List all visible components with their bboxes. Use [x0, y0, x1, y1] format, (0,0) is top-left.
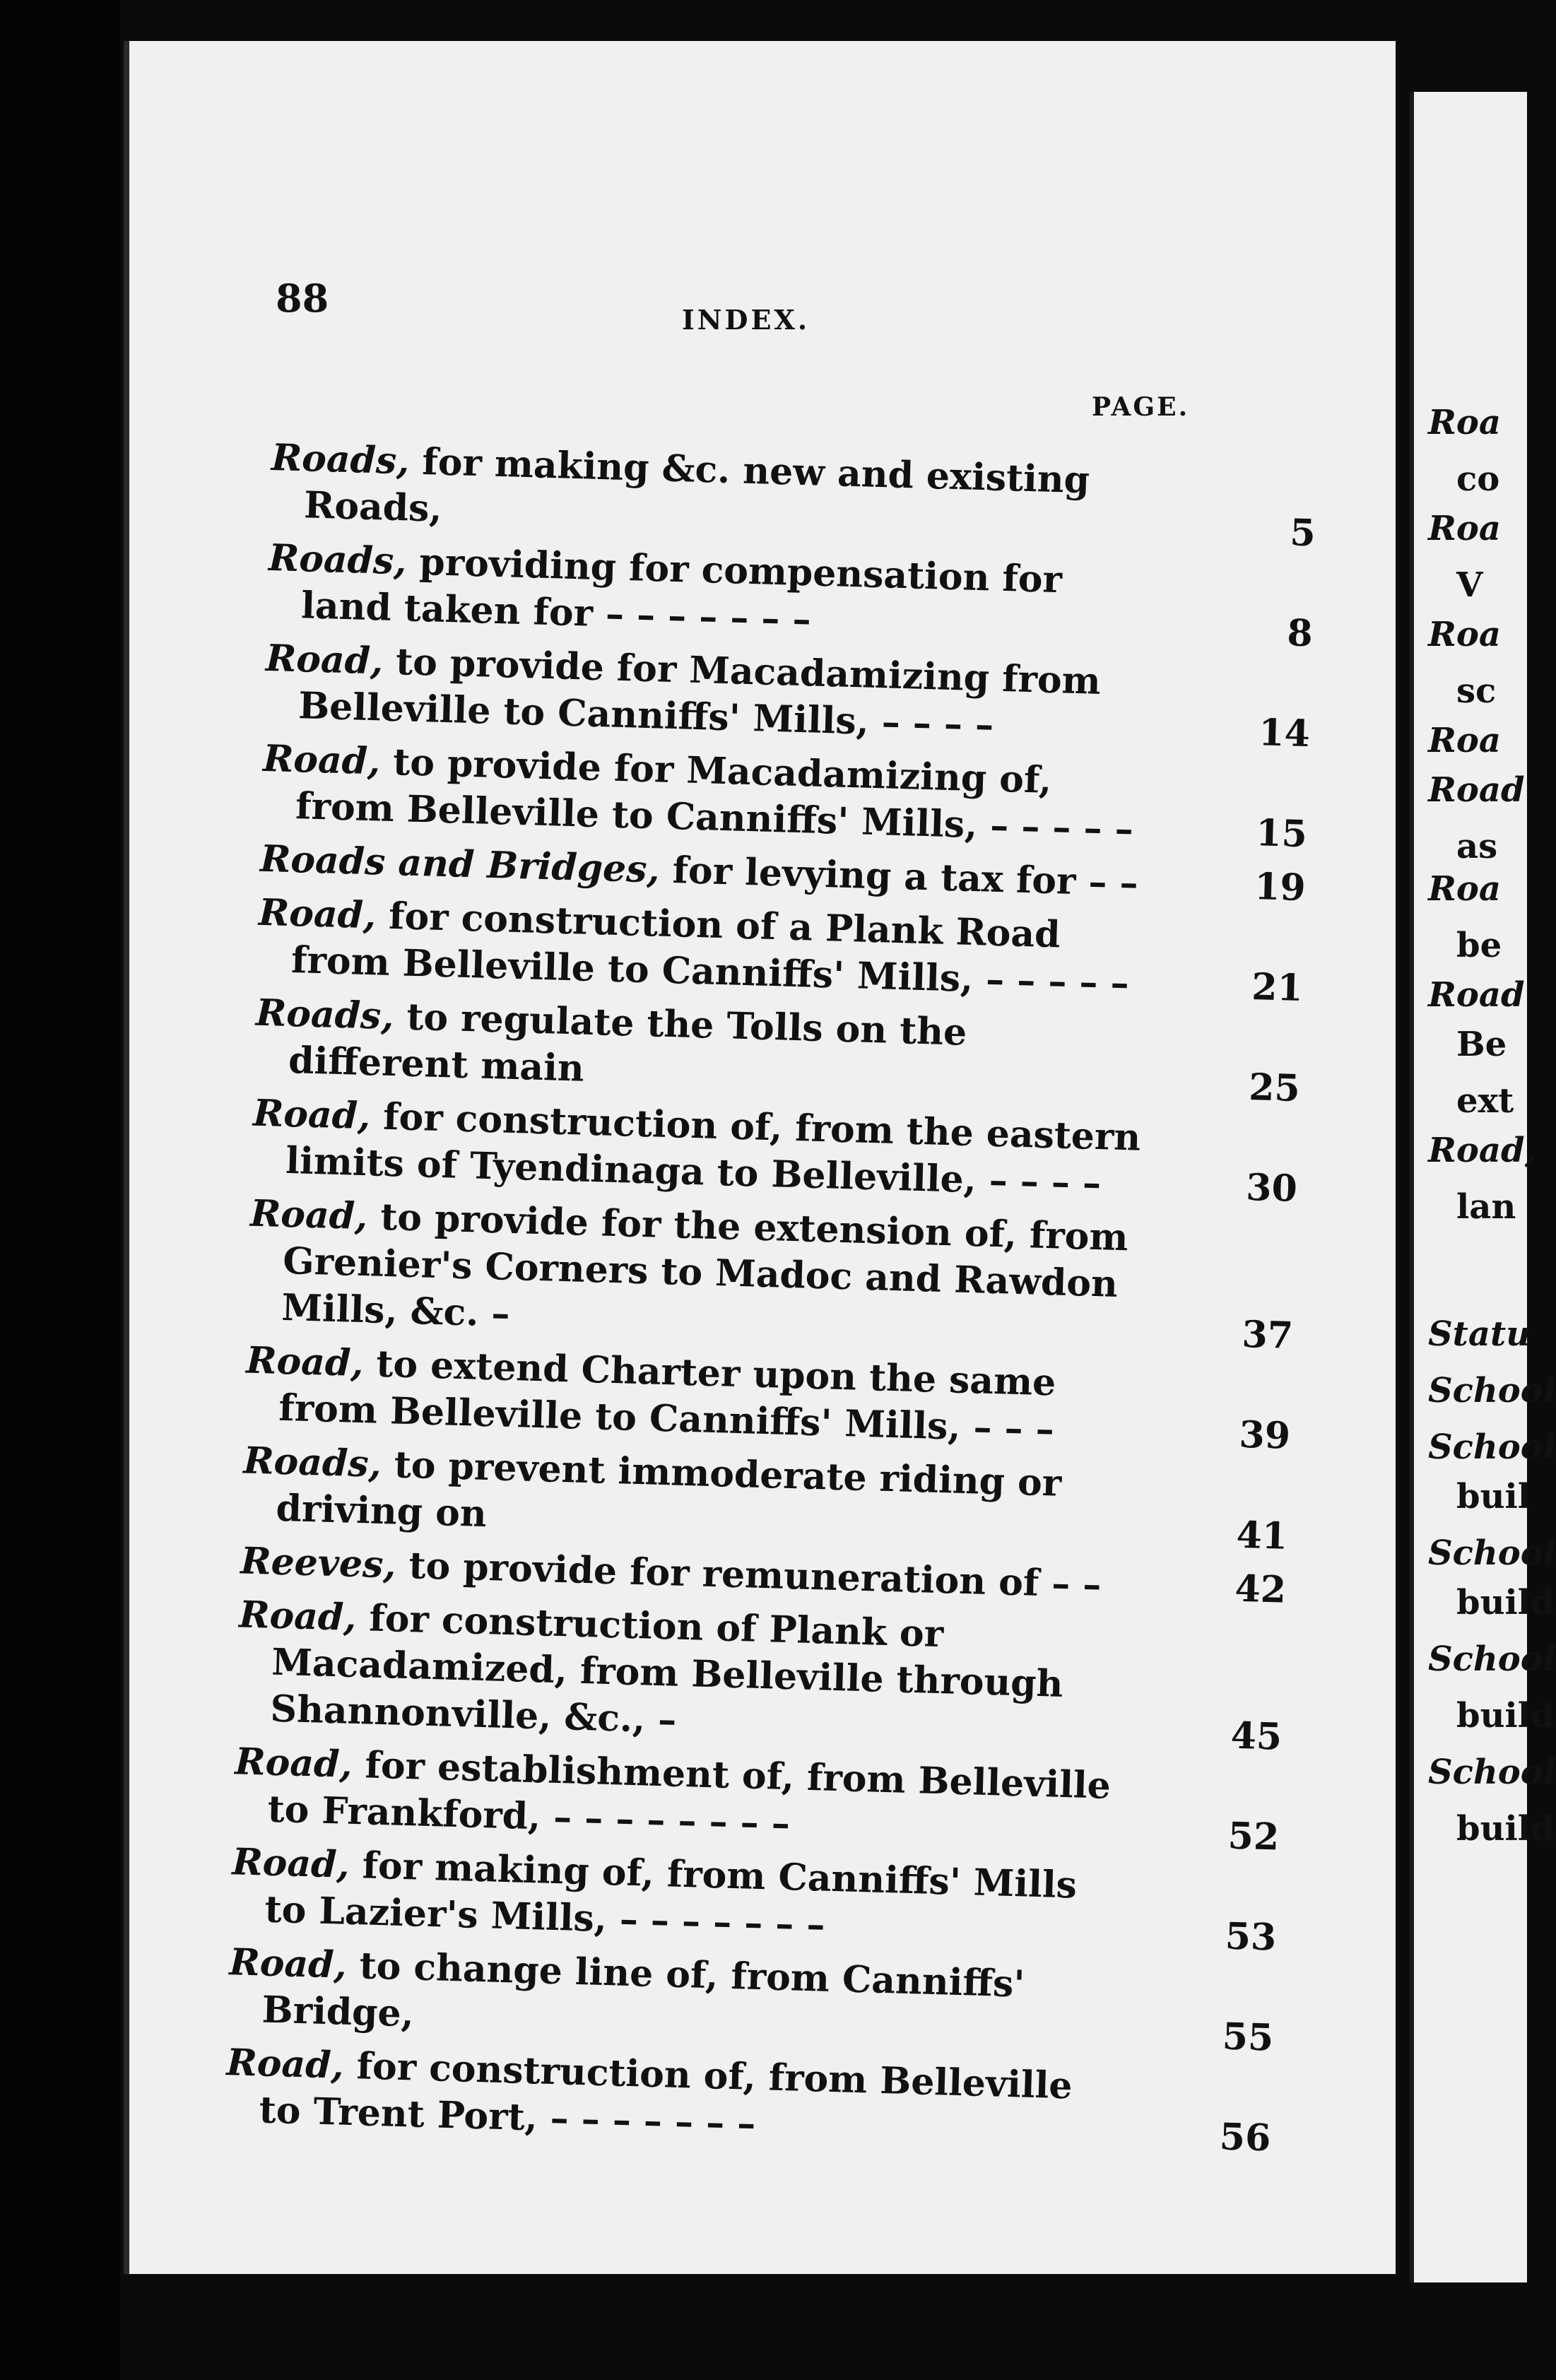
index-entry-text: [264, 635, 1162, 753]
index-entry-description: to extend Charter upon the same from Belleville to Canniffs' Mills, – – –: [278, 1342, 1056, 1451]
index-entry-description: for making &c. new and existing Roads,: [303, 440, 1090, 531]
index-entry-keyword: Roads and Bridges,: [259, 837, 661, 892]
facing-page-fragment: buil: [1456, 1477, 1531, 1516]
facing-page-fragment: Roa: [1428, 869, 1502, 909]
index-list: [225, 435, 1318, 2169]
index-entry-text: [236, 1591, 1136, 1756]
running-head: INDEX.: [682, 304, 811, 336]
index-entry-description: for construction of Plank or Macadamized, from Belleville through Shannonville, &c., –: [269, 1596, 1064, 1742]
index-entry: [225, 2039, 1273, 2162]
index-entry-keyword: Road,: [265, 636, 384, 683]
facing-page-fragment: School: [1428, 1533, 1556, 1573]
index-entry-text: [225, 2039, 1123, 2157]
index-entry-keyword: Reeves,: [240, 1539, 397, 1587]
index-entry-page: 53: [1224, 1914, 1278, 1960]
index-entry-page: 25: [1248, 1065, 1301, 1110]
index-entry-keyword: Road,: [252, 1091, 372, 1138]
facing-page-fragment: Roa: [1428, 403, 1502, 442]
index-entry-keyword: Roads,: [268, 536, 408, 584]
index-entry-page: 41: [1235, 1513, 1288, 1558]
facing-page-fragment: lan: [1456, 1187, 1516, 1227]
index-entry-keyword: Road,: [262, 736, 382, 784]
facing-page-fragment: School: [1428, 1427, 1556, 1467]
index-entry-page: 55: [1222, 2015, 1275, 2060]
index-entry-keyword: Road,: [249, 1191, 369, 1239]
index-entry: [247, 1191, 1297, 1360]
index-entry-description: for construction of, from Belleville to Trent Port, – – – – – – –: [258, 2044, 1073, 2146]
index-entry-text: [247, 1191, 1147, 1355]
index-entry-page: 45: [1230, 1714, 1283, 1759]
page-number: 88: [276, 276, 329, 321]
index-entry-page: 42: [1234, 1567, 1287, 1612]
index-entry-text: [254, 990, 1152, 1108]
index-entry: [236, 1591, 1285, 1760]
index-entry-text: [233, 1738, 1131, 1856]
index-entry-text: [228, 1939, 1126, 2057]
facing-page-fragment: Roa: [1428, 721, 1502, 760]
facing-page-fragment: sc: [1456, 671, 1497, 711]
index-entry-page: 21: [1251, 965, 1304, 1011]
index-entry-keyword: Road,: [234, 1740, 353, 1786]
index-entry-description: to provide for Macadamizing of, from Belleville to Canniffs' Mills, – – – – –: [295, 740, 1134, 852]
index-entry-text: [257, 890, 1155, 1008]
facing-page-fragment: ext: [1456, 1081, 1514, 1121]
index-entry-description: to provide for remuneration of – –: [395, 1543, 1102, 1607]
index-entry-text: [242, 1437, 1140, 1555]
index-entry-page: 15: [1255, 811, 1308, 856]
facing-page-fragment: Road,: [1428, 1131, 1537, 1170]
facing-page-fragment: School: [1428, 1371, 1556, 1410]
index-entry-text: [261, 736, 1159, 854]
index-entry-description: to regulate the Tolls on the different main: [288, 995, 967, 1090]
facing-page-fragment: Road: [1428, 770, 1525, 810]
index-entry-description: for construction of, from the eastern limits of Tyendinaga to Belleville, – – – –: [285, 1095, 1142, 1206]
index-entry-keyword: Roads,: [242, 1439, 382, 1486]
index-entry-text: [230, 1839, 1128, 1957]
index-entry-page: 30: [1245, 1165, 1298, 1210]
facing-page-fragment: build: [1456, 1809, 1555, 1849]
facing-page-fragment: as: [1456, 827, 1498, 866]
index-entry-description: for making of, from Canniffs' Mills to Lazier's Mills, – – – – – – –: [264, 1843, 1078, 1947]
index-entry-text: [244, 1338, 1143, 1456]
index-entry-keyword: Road,: [228, 1940, 348, 1987]
facing-page-fragment: Road: [1428, 975, 1525, 1015]
index-entry-description: to prevent immoderate riding or driving on: [275, 1442, 1063, 1536]
index-entry-text: [266, 535, 1165, 653]
index-entry-page: 14: [1258, 711, 1311, 756]
facing-page-fragment: Roa: [1428, 615, 1502, 654]
page-column-heading: PAGE.: [1092, 392, 1190, 422]
facing-page-fragment: Be: [1456, 1025, 1507, 1064]
index-entry-page: 8: [1286, 611, 1314, 656]
index-entry-description: for construction of a Plank Road from Belleville to Canniffs' Mills, – – – – –: [290, 894, 1130, 1006]
facing-page-fragment: co: [1456, 459, 1500, 499]
facing-page-fragment: Statu: [1428, 1314, 1531, 1354]
index-entry-page: 39: [1238, 1413, 1291, 1458]
index-entry-keyword: Roads,: [271, 435, 411, 483]
index-entry-keyword: Road,: [225, 2041, 345, 2087]
facing-page-fragment: V: [1456, 565, 1483, 605]
facing-page-fragment: School: [1428, 1752, 1556, 1792]
facing-page-fragment: build: [1456, 1583, 1555, 1622]
facing-page-fragment: be: [1456, 926, 1502, 965]
index-entry-keyword: Road,: [245, 1338, 365, 1386]
index-entry-keyword: Roads,: [255, 991, 395, 1039]
index-entry-page: 52: [1227, 1814, 1280, 1859]
index-entry-description: for establishment of, from Belleville to Frankford, – – – – – – – –: [266, 1743, 1112, 1846]
book-spine-shadow: [0, 0, 120, 2380]
index-entry-keyword: Road,: [231, 1840, 350, 1887]
index-entry-page: 19: [1254, 865, 1307, 910]
index-entry-text: [251, 1090, 1149, 1208]
index-entry-description: providing for compensation for land taken for – – – – – – –: [300, 540, 1063, 642]
index-entry-description: to provide for Macadamizing from Belleville to Canniffs' Mills, – – – –: [297, 640, 1102, 747]
index-entry-page: 37: [1241, 1312, 1294, 1357]
index-entry-description: for levying a tax for – –: [659, 848, 1139, 905]
facing-page: [1410, 92, 1556, 2282]
index-entry-page: 5: [1289, 511, 1316, 555]
index-entry-keyword: Road,: [258, 890, 377, 938]
index-entry-keyword: Road,: [238, 1593, 358, 1639]
index-entry-description: to provide for the extension of, from Grenier's Corners to Madoc and Rawdon Mills, &c. –: [281, 1195, 1129, 1336]
facing-page-fragment: build: [1456, 1696, 1555, 1736]
index-entry-page: 56: [1219, 2115, 1272, 2160]
index-entry-description: to change line of, from Canniffs' Bridge,: [261, 1943, 1026, 2036]
facing-page-fragment: School: [1428, 1639, 1556, 1679]
facing-page-fragment: Roa: [1428, 509, 1502, 548]
